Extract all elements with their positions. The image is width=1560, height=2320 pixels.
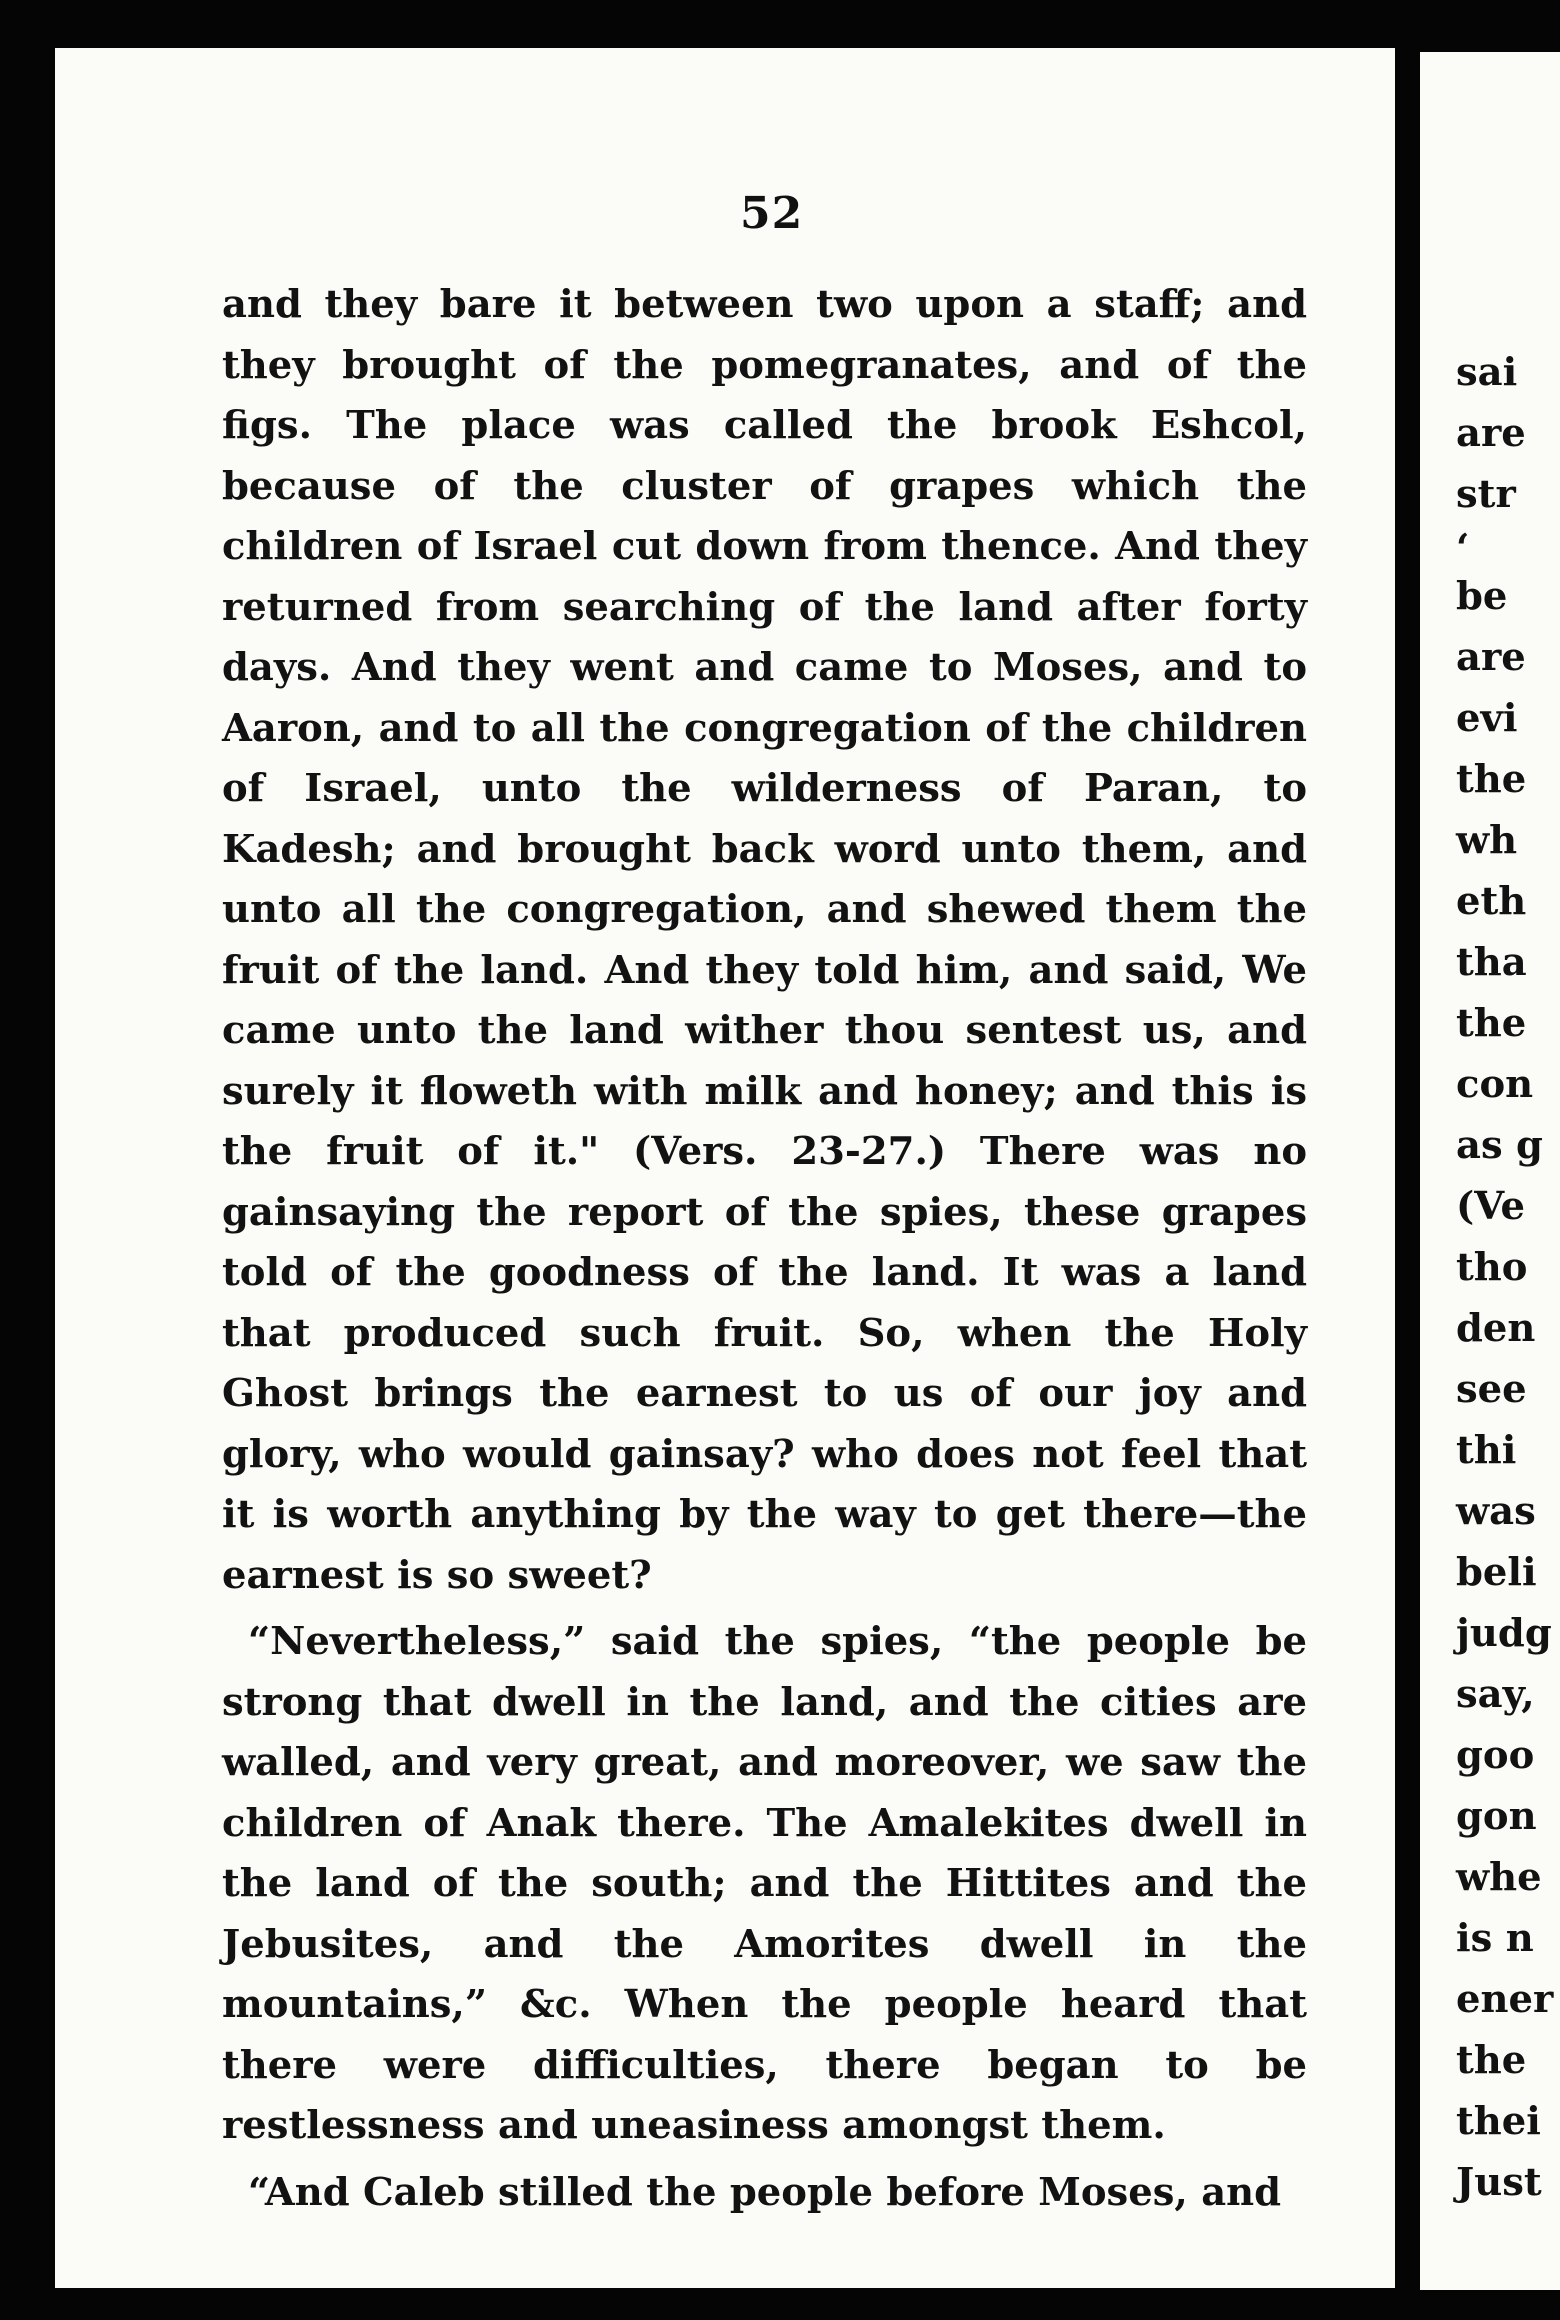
next-page-fragment: gon — [1456, 1794, 1537, 1839]
next-page-fragment: tho — [1456, 1245, 1528, 1290]
next-page-fragment: ‘ — [1456, 526, 1470, 571]
body-text — [222, 275, 1307, 2223]
paragraph-3: “And Caleb stilled the people before Moses, and — [248, 2169, 1282, 2215]
next-page-fragment: den — [1456, 1306, 1536, 1351]
page-number: 52 — [740, 188, 804, 239]
next-page-fragment: beli — [1456, 1550, 1537, 1595]
next-page-fragment: str — [1456, 472, 1516, 517]
next-page-fragment: be — [1456, 574, 1508, 619]
next-page-edge — [1420, 52, 1560, 2290]
next-page-fragment: the — [1456, 757, 1527, 802]
next-page-fragment: con — [1456, 1062, 1534, 1107]
next-page-fragment: as g — [1456, 1123, 1543, 1168]
next-page-fragment: whe — [1456, 1855, 1542, 1900]
next-page-fragment: judg — [1456, 1611, 1552, 1656]
next-page-fragment: was — [1456, 1489, 1536, 1534]
next-page-fragment: tha — [1456, 940, 1527, 985]
next-page-fragment: (Ve — [1456, 1184, 1526, 1229]
next-page-fragment: evi — [1456, 696, 1518, 741]
next-page-fragment: the — [1456, 1001, 1527, 1046]
next-page-fragment: Just — [1456, 2160, 1542, 2205]
next-page-fragment: ener — [1456, 1977, 1554, 2022]
next-page-fragment: thi — [1456, 1428, 1517, 1473]
next-page-fragment: are — [1456, 411, 1526, 456]
paragraph-2: “Nevertheless,” said the spies, “the people be strong that dwell in the land, and the cities are walled, and very great, and moreover, we saw the children of Anak there. The Amalekites dwell in the land of the south; and the Hittites and the Jebusites, and the Amorites dwell in the mountains,” &c. When the people heard that there were difficulties, there began to be restlessness and uneasiness amongst them. — [222, 1619, 1307, 2148]
next-page-fragment: thei — [1456, 2099, 1541, 2144]
next-page-fragment: are — [1456, 635, 1526, 680]
next-page-fragment: goo — [1456, 1733, 1535, 1778]
next-page-fragment: the — [1456, 2038, 1527, 2083]
next-page-fragment: sai — [1456, 350, 1518, 395]
paragraph-1: and they bare it between two upon a staff; and they brought of the pomegranates, and of the figs. The place was called the brook Eshcol, because of the cluster of grapes which the children of Israel cut down from thence. And they returned from searching of the land after forty days. And they went and came to Moses, and to Aaron, and to all the congregation of the children of Israel, unto the wilderness of Paran, to Kadesh; and brought back word unto them, and unto all the congregation, and shewed them the fruit of the land. And they told him, and said, We came unto the land wither thou sentest us, and surely it floweth with milk and honey; and this is the fruit of it." (Vers. 23-27.) There was no gainsaying the report of the spies, these grapes told of the goodness of the land. It was a land that produced such fruit. So, when the Holy Ghost brings the earnest to us of our joy and glory, who would gainsay? who does not feel that it is worth anything by the way to get there—the earnest is so sweet? — [222, 282, 1307, 1598]
next-page-fragment: see — [1456, 1367, 1527, 1412]
next-page-fragment: say, — [1456, 1672, 1535, 1717]
next-page-fragment: is n — [1456, 1916, 1534, 1961]
next-page-fragment: wh — [1456, 818, 1518, 863]
next-page-fragment: eth — [1456, 879, 1527, 924]
